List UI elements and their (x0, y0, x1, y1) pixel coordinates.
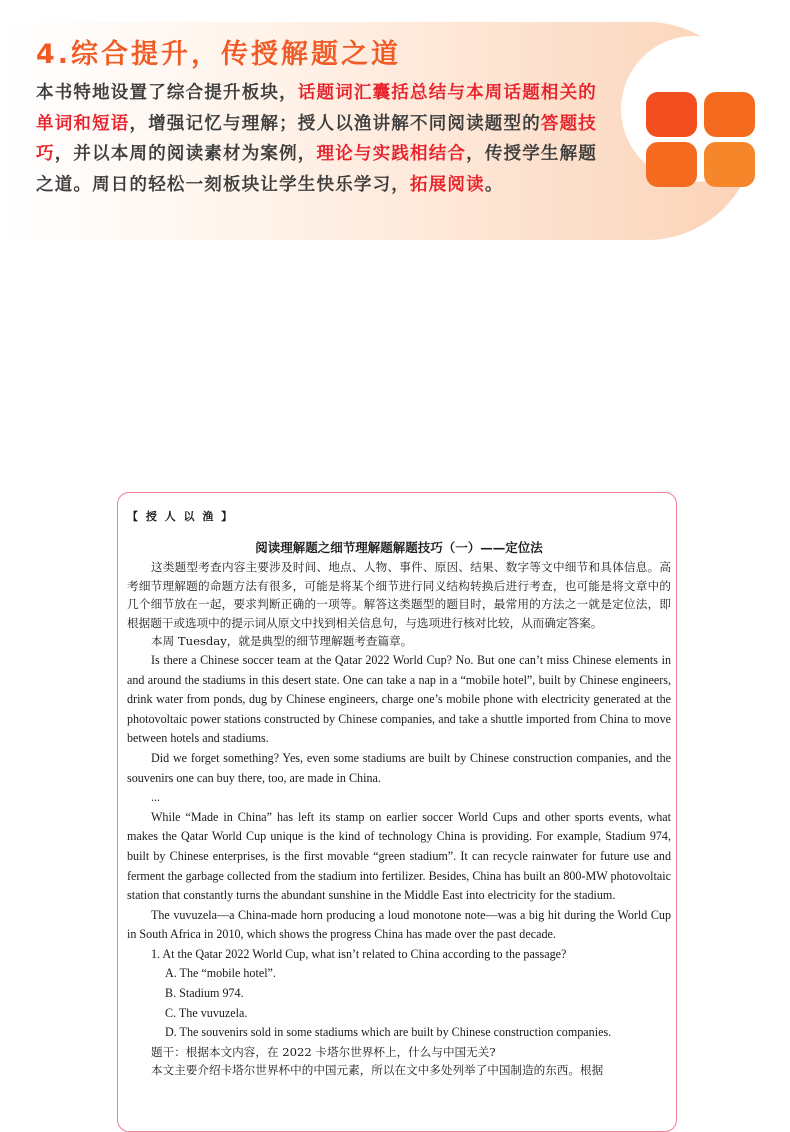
banner-text-segment: 本书特地设置了综合提升板块， (36, 83, 298, 103)
banner-text-segment: ，增强记忆与理解；授人以渔讲解不同阅读题型的 (129, 113, 541, 134)
banner-text-segment: 。 (484, 174, 504, 195)
banner-highlight-segment: 拓展阅读 (410, 174, 485, 195)
icon-tile (704, 142, 755, 187)
intro-paragraph-2: 本周 Tuesday，就是典型的细节理解题考查篇章。 (151, 634, 413, 649)
card-heading: 阅读理解题之细节理解题解题技巧（一）——定位法 (255, 540, 543, 555)
passage-paragraph: Is there a Chinese soccer team at the Qatar 2022 World Cup? No. But one can’t miss Chinese elements in and around the stadiums in this desert state. One can take a nap in a “mobile hotel”, built by Chinese engineers, drink water from ponds, dug by Chinese engineers, charge one’s mobile phone with electricity generated at the photovoltaic power stations constructed by Chinese companies, and take a shuttle imported from China to move between hotels and stadiums. (127, 652, 671, 746)
option-b: B. Stadium 974. (165, 986, 244, 1001)
sample-page-content (127, 508, 671, 1080)
option-a: A. The “mobile hotel”. (165, 966, 276, 981)
analysis-line: 题干：根据本文内容，在 2022 卡塔尔世界杯上，什么与中国无关? (151, 1044, 496, 1059)
banner-text-segment: ，并以本周的阅读素材为案例， (54, 144, 317, 164)
icon-tile (704, 92, 755, 137)
analysis-line: 本文主要介绍卡塔尔世界杯中的中国元素，所以在文中多处列举了中国制造的东西。根据 (151, 1063, 604, 1078)
passage-paragraph: While “Made in China” has left its stamp on earlier soccer World Cups and other sports events, what makes the Qatar World Cup unique is the kind of technology China is providing. For example, Stadium 974, built by Chinese enterprises, is the first movable “green stadium”. It can recycle rainwater for future use and ferment the garbage collected from the stadium into fertilizer. Besides, China has built an 800-MW photovoltaic station that constantly turns the abundant sunshine in the Middle East into electricity for the stadium. (127, 809, 671, 903)
banner-highlight-segment: 答题技巧 (36, 113, 598, 164)
passage-ellipsis: ... (151, 790, 161, 805)
banner-description (36, 78, 611, 200)
option-d: D. The souvenirs sold in some stadiums which are built by Chinese construction companies. (165, 1025, 612, 1040)
question-text: 1. At the Qatar 2022 World Cup, what isn’t related to China according to the passage? (151, 946, 567, 961)
banner-highlight-segment: 理论与实践相结合 (316, 144, 467, 164)
option-c: C. The vuvuzela. (165, 1005, 248, 1020)
banner-text-segment: ，传授学生解题之道。周日的轻松一刻板块让学生快乐学习， (36, 144, 598, 195)
section-tag: 【 授 人 以 渔 】 (127, 510, 235, 523)
passage-paragraph: The vuvuzela—a China-made horn producing a loud monotone note—was a big hit during the World Cup in South Africa in 2010, which shows the progress China has made over the past decade. (127, 907, 671, 942)
banner-title: 4.综合提升，传授解题之道 (36, 39, 402, 70)
intro-paragraph: 这类题型考查内容主要涉及时间、地点、人物、事件、原因、结果、数字等文中细节和具体信息。高考细节理解题的命题方法有很多，可能是将某个细节进行同义结构转换后进行考查，也可能是将文章中的几个细节放在一起，要求判断正确的一项等。解答这类题型的题目时，最常用的方法之一就是定位法，即根据题干或选项中的提示词从原文中找到相关信息句，与选项进行核对比较，从而确定答案。 (127, 560, 671, 630)
banner-highlight-segment: 话题词汇囊括总结与本周话题相关的单词和短语 (36, 83, 598, 134)
passage-paragraph: Did we forget something? Yes, even some stadiums are built by Chinese construction companies, and the souvenirs one can buy there, too, are made in China. (127, 750, 671, 785)
icon-tile (646, 92, 697, 137)
icon-tile (646, 142, 697, 187)
